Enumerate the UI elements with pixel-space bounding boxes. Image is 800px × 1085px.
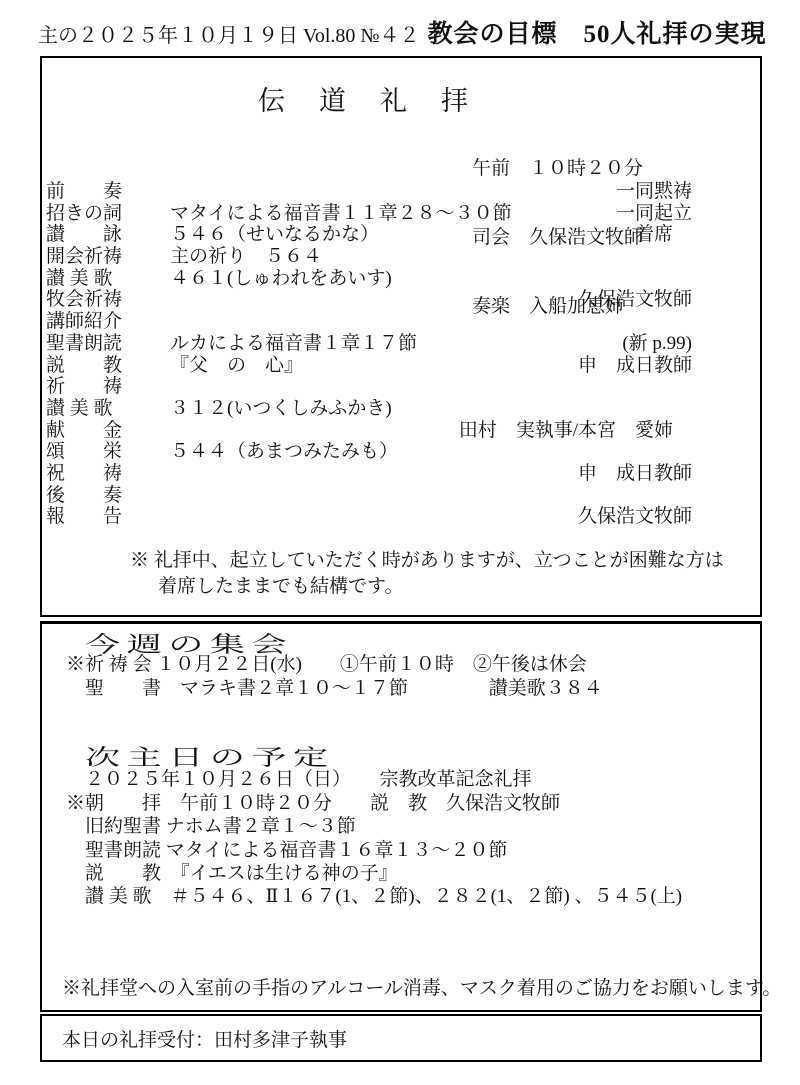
program-note: 着席 xyxy=(634,224,692,246)
standing-note-line2: 着席したままでも結構です。 xyxy=(158,576,404,597)
program-rows xyxy=(42,181,760,528)
program-row xyxy=(46,376,692,398)
program-content: 主の祈り ５６４ xyxy=(170,246,323,268)
program-label: 頌 栄 xyxy=(46,441,123,463)
program-note: 申 成日教師 xyxy=(577,354,692,376)
program-content xyxy=(170,463,578,485)
program-content xyxy=(170,181,616,203)
next-hymns-line: 讃 美 歌 ＃５４６、Ⅱ１６７(1、２節)、２８２(1、２節) 、５４５(上) xyxy=(85,886,683,907)
program-content: マタイによる福音書１１章２８～３０節 xyxy=(170,202,512,224)
program-content xyxy=(170,485,692,507)
worship-title: 伝道礼拝 xyxy=(258,86,502,116)
program-row xyxy=(46,224,692,246)
program-note: 一同起立 xyxy=(615,202,692,224)
prayer-meeting-line: ※祈 祷 会 １０月２２日(水) ①午前１０時 ②午後は休会 xyxy=(66,654,587,675)
program-label: 讃 美 歌 xyxy=(46,397,113,419)
program-content: ５４６（せいなるかな） xyxy=(170,224,380,246)
program-row xyxy=(46,289,692,311)
program-content: ルカによる福音書１章１７節 xyxy=(170,332,418,354)
next-scripture-reading-line: 聖書朗読 マタイによる福音書１６章１３～２０節 xyxy=(85,840,508,861)
program-label: 講師紹介 xyxy=(46,311,123,333)
program-label: 牧会祈祷 xyxy=(46,289,123,311)
program-label: 祝 祷 xyxy=(46,462,123,484)
program-row xyxy=(46,441,692,463)
program-content xyxy=(170,376,692,398)
program-label: 報 告 xyxy=(46,506,123,528)
service-organist-line: 奏楽 入船加恵姉 xyxy=(472,296,625,317)
program-row xyxy=(46,268,692,290)
next-morning-service-line: ※朝 拝 午前１０時２０分 説 教 久保浩文牧師 xyxy=(66,793,561,814)
standing-note-line1: ※ 礼拝中、起立していただく時がありますが、立つことが困難な方は xyxy=(130,550,724,571)
program-content xyxy=(170,506,578,528)
program-content: ３１２(いつくしみふかき) xyxy=(170,397,392,419)
program-content xyxy=(170,311,692,333)
bulletin-header xyxy=(38,14,767,50)
program-content xyxy=(170,420,459,442)
program-row xyxy=(46,398,692,420)
service-mc-line: 司会 久保浩文牧師 xyxy=(472,227,644,248)
program-row xyxy=(46,355,692,377)
program-row xyxy=(46,463,692,485)
program-row xyxy=(46,506,692,528)
program-note: 一同黙祷 xyxy=(615,181,692,202)
program-label: 前 奏 xyxy=(46,181,123,202)
program-row xyxy=(46,203,692,225)
program-label: 聖書朗読 xyxy=(46,332,123,354)
service-time-line: 午前 １０時２０分 xyxy=(472,158,644,179)
program-label: 開会祈祷 xyxy=(46,246,123,268)
program-label: 説 教 xyxy=(46,354,123,376)
program-label: 後 奏 xyxy=(46,484,123,506)
next-old-testament-line: 旧約聖書 ナホム書２章１～３節 xyxy=(85,816,356,837)
hygiene-note: ※礼拝堂への入室前の手指のアルコール消毒、マスク着用のご協力をお願いします。 xyxy=(62,978,782,999)
section-heading-next-sunday: 次主日の予定 xyxy=(85,745,335,770)
program-row xyxy=(46,333,692,355)
announcements-box xyxy=(40,621,782,1012)
program-label: 招きの詞 xyxy=(46,202,123,224)
program-content: 『父 の 心』 xyxy=(170,354,304,376)
program-label: 祈 祷 xyxy=(46,376,123,398)
program-label: 献 金 xyxy=(46,419,123,441)
program-row xyxy=(46,485,692,507)
program-note: 久保浩文牧師 xyxy=(577,506,692,528)
section-heading-this-week: 今週の集会 xyxy=(85,632,294,657)
reception-note: 本日の礼拝受付：田村多津子執事 xyxy=(62,1029,348,1051)
issue-date-line: 主の２０２５年１０月１９日 Vol.80 №４２ xyxy=(38,25,420,47)
program-note: 田村 実執事/本宮 愛姉 xyxy=(458,419,692,441)
program-note: 申 成日教師 xyxy=(577,462,692,484)
program-row xyxy=(46,311,692,333)
program-label: 讃 美 歌 xyxy=(46,267,113,289)
reception-box xyxy=(40,1014,762,1062)
next-sermon-line: 説 教 『イエスは生ける神の子』 xyxy=(85,863,398,884)
program-label: 讃 詠 xyxy=(46,224,123,246)
scripture-line: 聖 書 マラキ書２章１０～１７節 讃美歌３８４ xyxy=(85,678,603,699)
program-content xyxy=(170,289,578,311)
program-row xyxy=(46,181,692,203)
church-goal: 教会の目標 50人礼拝の実現 xyxy=(427,21,767,48)
program-note: 久保浩文牧師 xyxy=(577,289,692,311)
worship-program-box xyxy=(40,56,762,617)
next-date-line: ２０２５年１０月２６日（日） 宗教改革記念礼拝 xyxy=(85,769,532,790)
program-note: (新 p.99) xyxy=(622,332,692,354)
program-row xyxy=(46,420,692,442)
program-content: ４６１(しゅわれをあいす) xyxy=(170,267,392,289)
program-content: ５４４（あまつみたみも） xyxy=(170,441,399,463)
program-row xyxy=(46,246,692,268)
